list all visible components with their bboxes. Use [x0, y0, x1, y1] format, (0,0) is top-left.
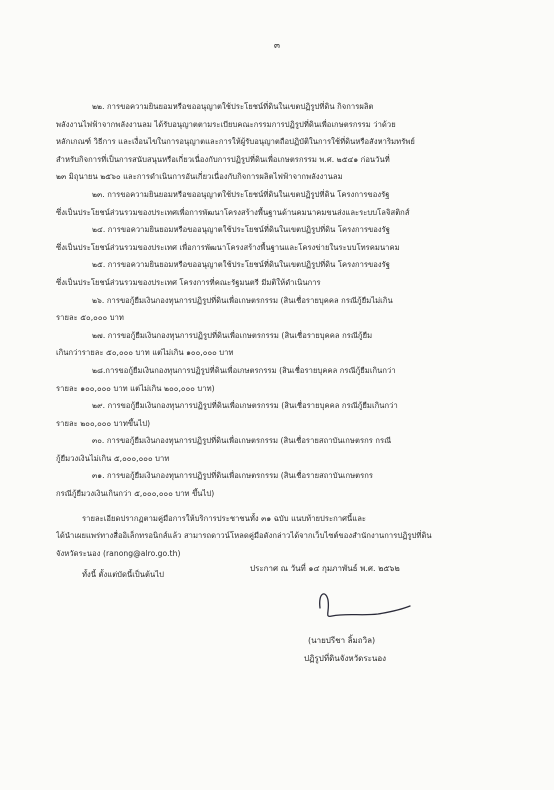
- service-item-line: รายละ ๕๐,๐๐๐ บาท: [56, 313, 124, 323]
- service-item-line: หลักเกณฑ์ วิธีการ และเงื่อนไขในการอนุญาตและการให้ผู้รับอนุญาตถือปฏิบัติในการใช้ที่ดินหรือสังหาริมทรัพย์: [56, 137, 415, 147]
- service-item: [56, 327, 506, 362]
- document-body: [56, 98, 506, 584]
- service-item-line: ซึ่งเป็นประโยชน์ส่วนรวมของประเทศ โครงการที่คณะรัฐมนตรี มีมติให้ดำเนินการ: [56, 277, 321, 287]
- service-item-line: ๒๒. การขอความยินยอมหรือขออนุญาตใช้ประโยชน์ที่ดินในเขตปฏิรูปที่ดิน กิจการผลิต: [92, 102, 374, 111]
- service-item-line: เกินกว่ารายละ ๕๐,๐๐๐ บาท แต่ไม่เกิน ๑๐๐,๐๐๐ บาท: [56, 348, 234, 358]
- service-item-line: ๒๕. การขอความยินยอมหรือขออนุญาตใช้ประโยชน์ที่ดินในเขตปฏิรูปที่ดิน โครงการของรัฐ: [92, 260, 391, 270]
- service-item: [56, 221, 506, 256]
- effective-clause: ทั้งนี้ ตั้งแต่บัดนี้เป็นต้นไป: [82, 570, 164, 580]
- service-item: [56, 186, 506, 221]
- service-item: [56, 256, 506, 291]
- service-item-line: ๒๓ มิถุนายน ๒๕๖๐ และการดำเนินการอันเกี่ยวเนื่องกับกิจการผลิตไฟฟ้าจากพลังงานลม: [56, 172, 343, 182]
- announcement-date: ประกาศ ณ วันที่ ๑๔ กุมภาพันธ์ พ.ศ. ๒๕๖๒: [250, 564, 400, 573]
- service-item-line: ๒๗. การขอกู้ยืมเงินกองทุนการปฏิรูปที่ดินเพื่อเกษตรกรรม (สินเชื่อรายบุคคล กรณีกู้ยืม: [92, 330, 373, 340]
- service-item-line: ๒๓. การขอความยินยอมหรือขออนุญาตใช้ประโยชน์ที่ดินในเขตปฏิรูปที่ดิน โครงการของรัฐ: [92, 189, 390, 199]
- service-item-line: รายละ ๑๐๐,๐๐๐ บาท แต่ไม่เกิน ๒๐๐,๐๐๐ บาท): [56, 383, 215, 393]
- service-item-line: ๒๘.การขอกู้ยืมเงินกองทุนการปฏิรูปที่ดินเพื่อเกษตรกรรม (สินเชื่อรายบุคคล กรณีกู้ยืมเกินกว่า: [92, 365, 396, 375]
- details-line: รายละเอียดปรากฏตามคู่มือการให้บริการประชาชนทั้ง ๓๑ ฉบับ แนบท้ายประกาศนี้และ: [82, 513, 367, 523]
- signatory-name: (นายปรีชา ลิ้มถวิล): [308, 636, 376, 645]
- service-item-line: กรณีกู้ยืมวงเงินเกินกว่า ๕,๐๐๐,๐๐๐ บาท ขึ้นไป): [56, 489, 215, 499]
- service-item-line: สำหรับกิจการที่เป็นการสนับสนุนหรือเกี่ยวเนื่องกับการปฏิรูปที่ดินเพื่อเกษตรกรรม พ.ศ. ๒๕๔๑ ก่อนวันที่: [56, 154, 390, 164]
- details-line: จังหวัดระนอง (ranong@alro.go.th): [56, 548, 181, 558]
- signature-block: [250, 560, 470, 663]
- service-item-line: ๓๑. การขอกู้ยืมเงินกองทุนการปฏิรูปที่ดินเพื่อเกษตรกรรม (สินเชื่อรายสถาบันเกษตรกร: [92, 471, 374, 481]
- details-paragraph: [56, 510, 506, 563]
- page-number: ๓: [273, 41, 281, 51]
- service-item-line: พลังงานไฟฟ้าจากพลังงานลม ได้รับอนุญาตตามระเบียบคณะกรรมการปฏิรูปที่ดินเพื่อเกษตรกรรม ว่าด้วย: [56, 119, 396, 129]
- service-item: [56, 362, 506, 397]
- service-items-list: [56, 98, 506, 503]
- service-item: [56, 397, 506, 432]
- handwritten-signature: [312, 586, 422, 626]
- service-item: [56, 432, 506, 467]
- service-item-line: ๒๙. การขอกู้ยืมเงินกองทุนการปฏิรูปที่ดินเพื่อเกษตรกรรม (สินเชื่อรายบุคคล กรณีกู้ยืมเกินกว่า: [92, 401, 398, 411]
- service-item-line: ซึ่งเป็นประโยชน์ส่วนรวมของประเทศเพื่อการพัฒนาโครงสร้างพื้นฐานด้านคมนาคมขนส่งและระบบโลจิสติกส์: [56, 207, 410, 217]
- service-item-line: ซึ่งเป็นประโยชน์ส่วนรวมของประเทศ เพื่อการพัฒนาโครงสร้างพื้นฐานและโครงข่ายในระบบโทรคมนาคม: [56, 242, 400, 252]
- signatory-position: ปฏิรูปที่ดินจังหวัดระนอง: [304, 654, 387, 663]
- service-item-line: รายละ ๒๐๐,๐๐๐ บาทขึ้นไป): [56, 418, 151, 428]
- service-item-line: ๒๖. การขอกู้ยืมเงินกองทุนการปฏิรูปที่ดินเพื่อเกษตรกรรม (สินเชื่อรายบุคคล กรณีกู้ยืมไม่เกิน: [92, 295, 393, 305]
- service-item: [56, 98, 506, 186]
- service-item-line: กู้ยืมวงเงินไม่เกิน ๕,๐๐๐,๐๐๐ บาท: [56, 453, 170, 463]
- service-item-line: ๓๐. การขอกู้ยืมเงินกองทุนการปฏิรูปที่ดินเพื่อเกษตรกรรม (สินเชื่อรายสถาบันเกษตรกร กรณี: [92, 436, 392, 446]
- service-item: [56, 292, 506, 327]
- details-line: ได้นำเผยแพร่ทางสื่ออิเล็กทรอนิกส์แล้ว สามารถดาวน์โหลดคู่มือดังกล่าวได้จากเว็บไซต์ของสำนักงานการปฏิรูปที่ดิน: [56, 531, 432, 541]
- service-item: [56, 467, 506, 502]
- service-item-line: ๒๔. การขอความยินยอมหรือขออนุญาตใช้ประโยชน์ที่ดินในเขตปฏิรูปที่ดิน โครงการของรัฐ: [92, 225, 391, 235]
